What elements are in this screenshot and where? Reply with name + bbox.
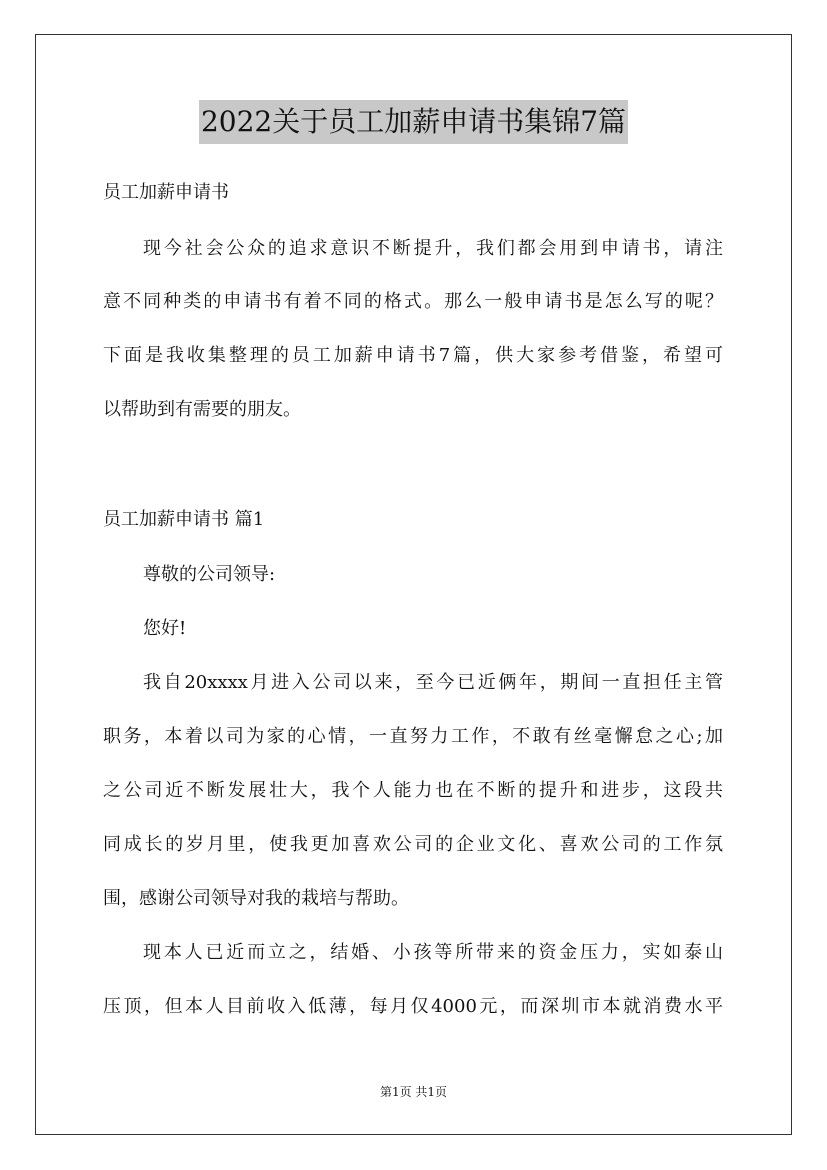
paragraph-line: 压顶，但本人目前收入低薄，每月仅4000元，而深圳市本就消费水平 <box>103 996 723 1017</box>
paragraph-line: 职务，本着以司为家的心情，一直努力工作，不敢有丝毫懈怠之心;加 <box>103 726 723 747</box>
paragraph-line: 我自20xxxx月进入公司以来，至今已近俩年，期间一直担任主管 <box>143 672 723 693</box>
greeting: 您好! <box>143 618 187 639</box>
salutation: 尊敬的公司领导: <box>143 564 276 585</box>
paragraph-line: 意不同种类的申请书有着不同的格式。那么一般申请书是怎么写的呢？ <box>103 291 723 312</box>
page-footer: 第1页 共1页 <box>379 1085 448 1099</box>
section-heading: 员工加薪申请书 <box>103 182 229 203</box>
document-title: 2022关于员工加薪申请书集锦7篇 <box>199 100 628 144</box>
paragraph-line: 下面是我收集整理的员工加薪申请书7篇，供大家参考借鉴，希望可 <box>103 345 723 366</box>
section-heading: 员工加薪申请书 篇1 <box>103 509 265 530</box>
title-container <box>0 100 827 144</box>
paragraph-line: 现今社会公众的追求意识不断提升，我们都会用到申请书，请注 <box>143 238 723 259</box>
paragraph-line: 现本人已近而立之，结婚、小孩等所带来的资金压力，实如泰山 <box>143 942 723 963</box>
paragraph-line: 以帮助到有需要的朋友。 <box>103 399 301 420</box>
paragraph-line: 之公司近不断发展壮大，我个人能力也在不断的提升和进步，这段共 <box>103 780 723 801</box>
paragraph-line: 围，感谢公司领导对我的栽培与帮助。 <box>103 888 409 909</box>
paragraph-line: 同成长的岁月里，使我更加喜欢公司的企业文化、喜欢公司的工作氛 <box>103 834 723 855</box>
